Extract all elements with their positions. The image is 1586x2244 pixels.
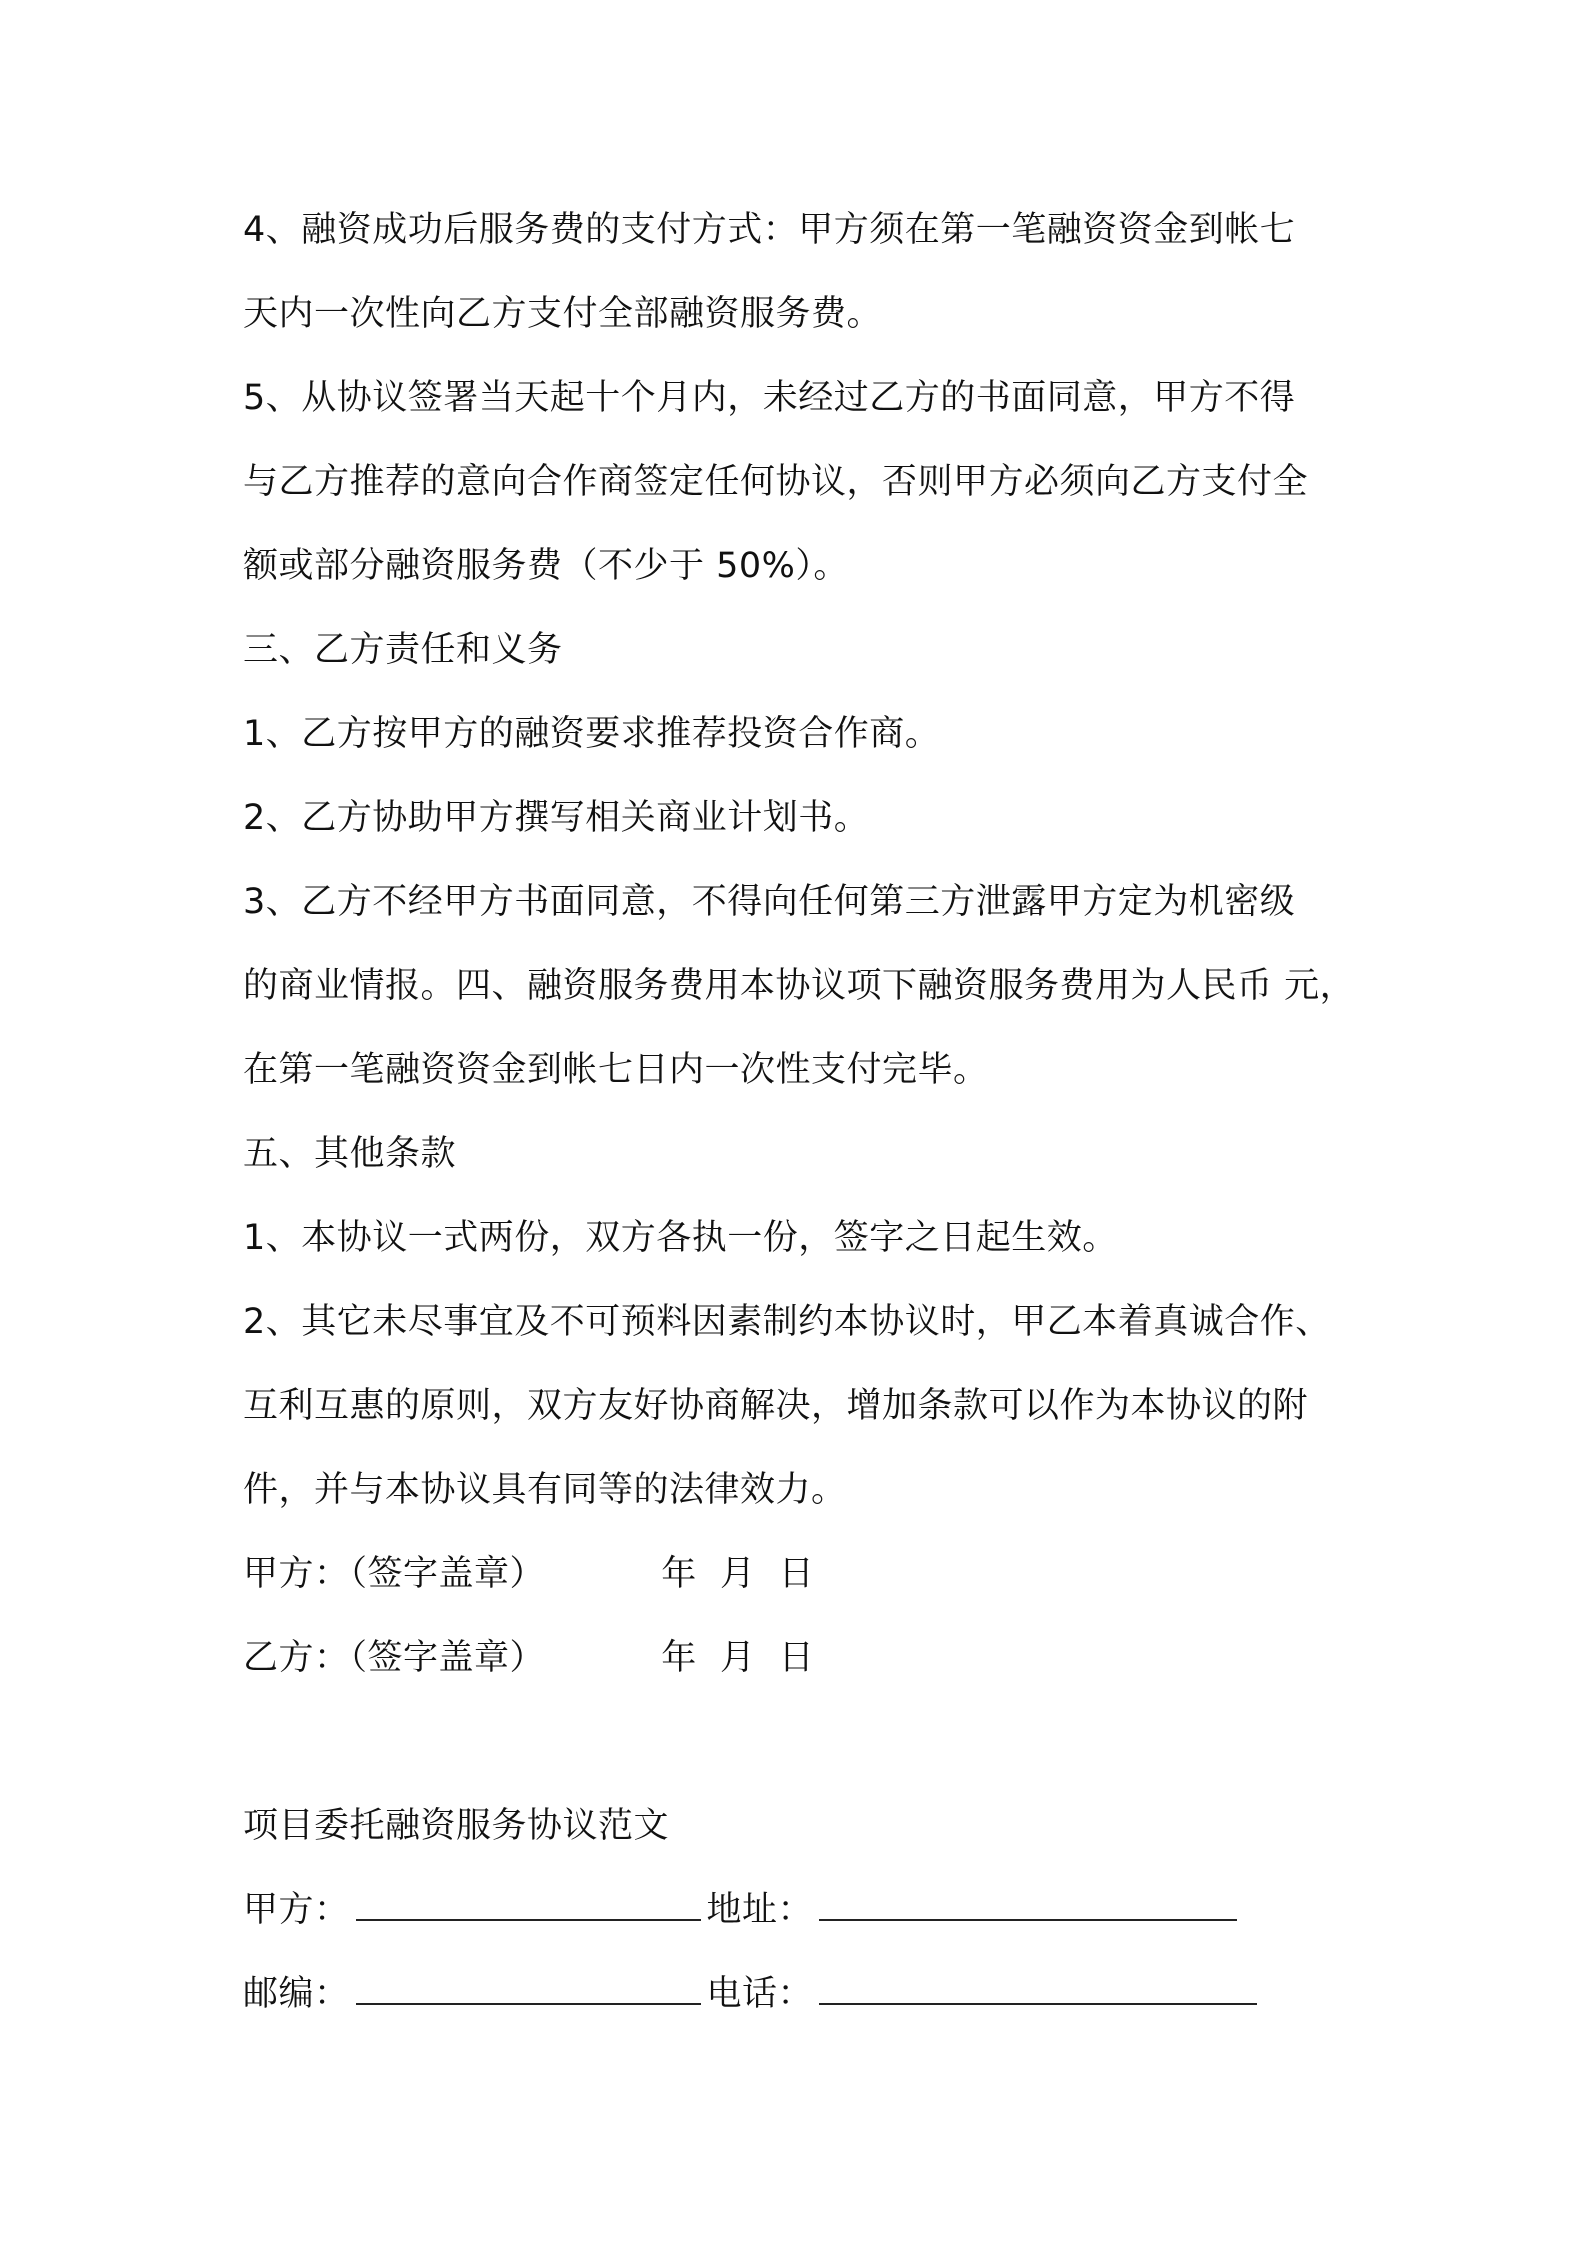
text-line: 天内一次性向乙方支付全部融资服务费。 xyxy=(243,294,883,334)
text-line: 的商业情报。四、融资服务费用本协议项下融资服务费用为人民币 元， xyxy=(243,966,1356,1006)
phone-label: 电话： xyxy=(706,1974,814,2014)
document-title: 项目委托融资服务协议范文 xyxy=(243,1806,670,1846)
text-line: 与乙方推荐的意向合作商签定任何协议，否则甲方必须向乙方支付全 xyxy=(243,462,1309,502)
form-row-1 xyxy=(243,1889,1243,1931)
form-row-2 xyxy=(243,1973,1263,2015)
text-line: 3、乙方不经甲方书面同意，不得向任何第三方泄露甲方定为机密级 xyxy=(243,882,1296,922)
address-blank xyxy=(819,1889,1237,1921)
text-line: 2、其它未尽事宜及不可预料因素制约本协议时，甲乙本着真诚合作、 xyxy=(243,1302,1331,1342)
address-label: 地址： xyxy=(706,1890,814,1930)
text-line: 1、乙方按甲方的融资要求推荐投资合作商。 xyxy=(243,714,941,754)
party-a-blank xyxy=(356,1889,701,1921)
postcode-label: 邮编： xyxy=(243,1974,350,2014)
section-heading: 三、乙方责任和义务 xyxy=(243,630,563,670)
text-line: 4、融资成功后服务费的支付方式：甲方须在第一笔融资资金到帐七 xyxy=(243,210,1296,250)
section-heading: 五、其他条款 xyxy=(243,1134,457,1174)
party-a-label: 甲方： xyxy=(243,1890,350,1930)
text-line: 件，并与本协议具有同等的法律效力。 xyxy=(243,1470,847,1510)
text-line: 额或部分融资服务费（不少于 50%）。 xyxy=(243,546,849,586)
postcode-blank xyxy=(356,1973,701,2005)
text-line: 互利互惠的原则，双方友好协商解决，增加条款可以作为本协议的附 xyxy=(243,1386,1309,1426)
text-line: 1、本协议一式两份，双方各执一份，签字之日起生效。 xyxy=(243,1218,1118,1258)
text-line: 在第一笔融资资金到帐七日内一次性支付完毕。 xyxy=(243,1050,989,1090)
signature-line-party-b: 乙方：（签字盖章） 年 月 日 xyxy=(243,1638,815,1678)
text-line: 5、从协议签署当天起十个月内，未经过乙方的书面同意，甲方不得 xyxy=(243,378,1296,418)
signature-line-party-a: 甲方：（签字盖章） 年 月 日 xyxy=(243,1554,815,1594)
text-line: 2、乙方协助甲方撰写相关商业计划书。 xyxy=(243,798,870,838)
phone-blank xyxy=(819,1973,1257,2005)
